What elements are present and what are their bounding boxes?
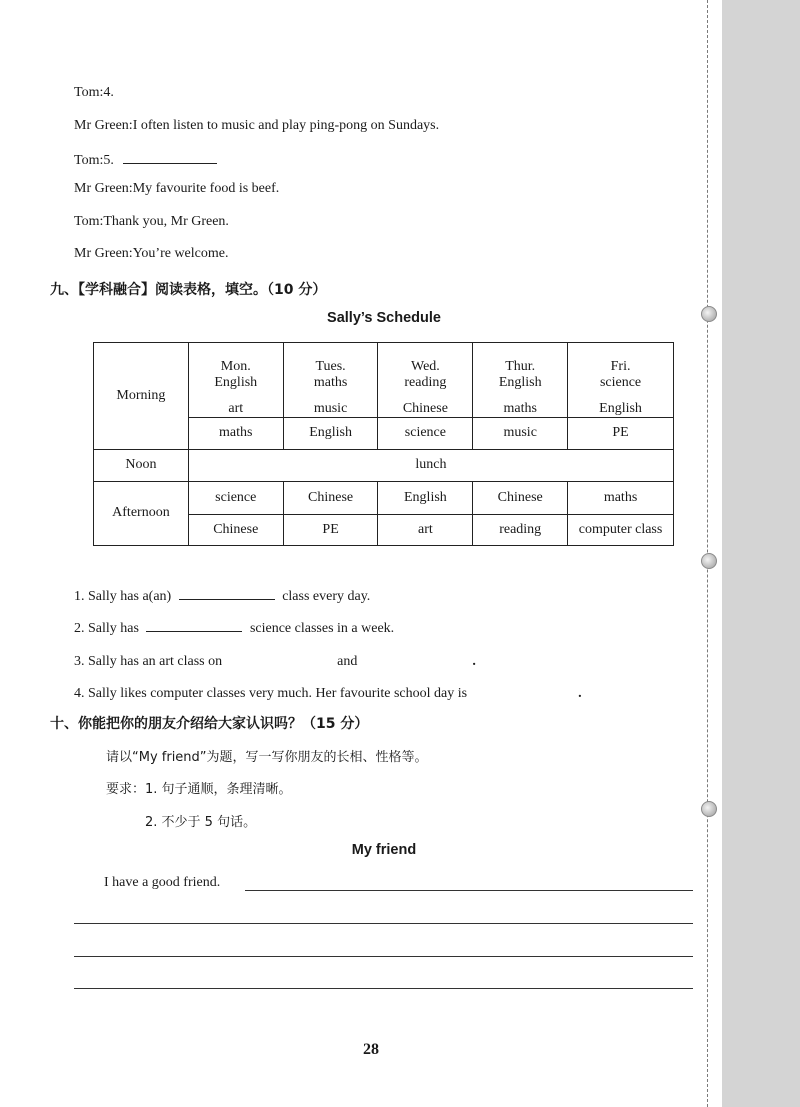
dialogue-line: Mr Green:You’re welcome. bbox=[74, 246, 229, 261]
section-heading: 十、你能把你的朋友介绍给大家认识吗？（15 分） bbox=[50, 716, 369, 732]
essay-title: My friend bbox=[351, 842, 417, 858]
table-title: Sally’s Schedule bbox=[327, 310, 441, 326]
day-header: Tues. bbox=[283, 343, 378, 375]
class-name: PE bbox=[283, 514, 378, 545]
binding-margin bbox=[722, 0, 800, 1107]
writing-requirement: 2. 不少于 5 句话。 bbox=[145, 815, 257, 830]
class-name: science bbox=[188, 481, 283, 514]
class-name: computer class bbox=[568, 514, 674, 545]
answer-blank[interactable] bbox=[123, 149, 217, 164]
binding-hole bbox=[701, 801, 717, 817]
question-text: 1. Sally has a(an) bbox=[74, 589, 172, 604]
day-header: Thur. bbox=[473, 343, 568, 375]
writing-requirement: 要求：1. 句子通顺，条理清晰。 bbox=[106, 782, 292, 797]
day-header: Wed. bbox=[378, 343, 473, 375]
question-text: . bbox=[472, 654, 476, 669]
answer-blank[interactable] bbox=[179, 585, 275, 600]
answer-blank[interactable] bbox=[232, 650, 328, 665]
class-name: English bbox=[283, 417, 378, 449]
question-2 bbox=[74, 617, 394, 637]
day-header: Mon. bbox=[188, 343, 283, 375]
class-name: maths bbox=[503, 400, 537, 416]
noon-label: Noon bbox=[94, 449, 189, 481]
class-name: English bbox=[599, 400, 642, 416]
class-name: music bbox=[473, 417, 568, 449]
class-name: maths bbox=[188, 417, 283, 449]
dialogue-line: Mr Green:My favourite food is beef. bbox=[74, 181, 280, 196]
writing-line[interactable] bbox=[74, 988, 693, 989]
class-name: art bbox=[378, 514, 473, 545]
question-text: science classes in a week. bbox=[249, 621, 395, 636]
class-name: reading bbox=[404, 374, 447, 390]
question-text: 2. Sally has bbox=[74, 621, 139, 636]
dialogue-line: Mr Green:I often listen to music and play ping-pong on Sundays. bbox=[74, 118, 440, 133]
question-1 bbox=[74, 585, 370, 605]
writing-line[interactable] bbox=[74, 923, 693, 924]
class-name: Chinese bbox=[473, 481, 568, 514]
class-name: science bbox=[599, 374, 642, 390]
morning-cell bbox=[378, 375, 473, 418]
page-number: 28 bbox=[363, 1041, 379, 1058]
question-text: class every day. bbox=[282, 589, 371, 604]
schedule-table bbox=[93, 342, 674, 546]
class-name: reading bbox=[473, 514, 568, 545]
dialogue-line: Tom:4. bbox=[74, 85, 114, 100]
question-4 bbox=[74, 682, 582, 702]
morning-cell bbox=[188, 375, 283, 418]
class-name: music bbox=[313, 400, 348, 416]
section-heading: 九、【学科融合】阅读表格，填空。（10 分） bbox=[50, 282, 327, 298]
answer-blank[interactable] bbox=[367, 650, 463, 665]
class-name: Chinese bbox=[188, 514, 283, 545]
answer-blank[interactable] bbox=[146, 617, 242, 632]
class-name: science bbox=[378, 417, 473, 449]
class-name: PE bbox=[568, 417, 674, 449]
morning-cell bbox=[473, 375, 568, 418]
writing-line[interactable] bbox=[74, 956, 693, 957]
morning-cell bbox=[283, 375, 378, 418]
essay-start: I have a good friend. bbox=[104, 875, 221, 890]
question-text: 3. Sally has an art class on bbox=[74, 654, 223, 669]
class-name: art bbox=[228, 400, 244, 416]
question-text: and bbox=[337, 654, 358, 669]
morning-label: Morning bbox=[94, 343, 189, 450]
answer-blank[interactable] bbox=[475, 682, 571, 697]
question-text: 4. Sally likes computer classes very much. Her favourite school day is bbox=[74, 686, 468, 701]
class-name: maths bbox=[313, 374, 348, 390]
dialogue-line-text: Tom:5. bbox=[74, 153, 114, 168]
morning-cell bbox=[568, 375, 674, 418]
class-name: maths bbox=[568, 481, 674, 514]
class-name: Chinese bbox=[283, 481, 378, 514]
writing-instruction: 请以“My friend”为题，写一写你朋友的长相、性格等。 bbox=[106, 750, 428, 765]
question-text: . bbox=[578, 686, 582, 701]
dialogue-line: Tom:Thank you, Mr Green. bbox=[74, 214, 229, 229]
dialogue-line bbox=[74, 149, 217, 169]
class-name: English bbox=[498, 374, 542, 390]
writing-line[interactable] bbox=[245, 890, 693, 891]
class-name: Chinese bbox=[402, 400, 448, 416]
noon-cell: lunch bbox=[188, 449, 673, 481]
class-name: English bbox=[214, 374, 258, 390]
day-header: Fri. bbox=[568, 343, 674, 375]
afternoon-label: Afternoon bbox=[94, 481, 189, 545]
binding-hole bbox=[701, 553, 717, 569]
question-3 bbox=[74, 650, 476, 670]
class-name: English bbox=[378, 481, 473, 514]
